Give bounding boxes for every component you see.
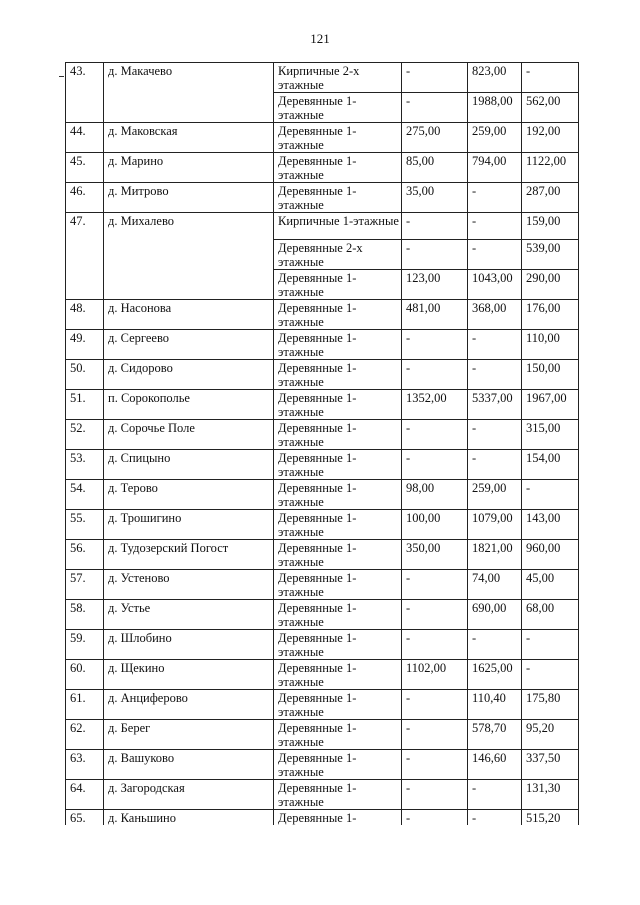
building-type-cell: Деревянные 1-этажные (274, 420, 402, 450)
value-1-cell: 123,00 (402, 270, 468, 300)
table-row (66, 510, 579, 540)
building-type-cell: Деревянные 1-этажные (274, 123, 402, 153)
table-row (66, 780, 579, 810)
building-type-cell: Кирпичные 1-этажные (274, 213, 402, 240)
building-type-cell: Деревянные 1-этажные (274, 720, 402, 750)
value-1-cell: - (402, 240, 468, 270)
settlement-name-cell: д. Терово (104, 480, 274, 510)
row-number-cell: 56. (66, 540, 104, 570)
value-1-cell: - (402, 360, 468, 390)
table-row (66, 153, 579, 183)
value-2-cell: 1625,00 (468, 660, 522, 690)
building-type-cell: Деревянные 1-этажные (274, 183, 402, 213)
value-2-cell: 110,40 (468, 690, 522, 720)
value-2-cell: - (468, 780, 522, 810)
value-3-cell: 110,00 (522, 330, 579, 360)
row-number-cell: 63. (66, 750, 104, 780)
value-1-cell: - (402, 630, 468, 660)
settlement-name-cell: д. Анциферово (104, 690, 274, 720)
settlement-name-cell: д. Михалево (104, 213, 274, 300)
table-row (66, 540, 579, 570)
value-3-cell: 131,30 (522, 780, 579, 810)
settlement-name-cell: д. Вашуково (104, 750, 274, 780)
value-1-cell: - (402, 690, 468, 720)
building-type-cell: Деревянные 1-этажные (274, 450, 402, 480)
value-2-cell: 1079,00 (468, 510, 522, 540)
value-3-cell: 68,00 (522, 600, 579, 630)
value-2-cell: 578,70 (468, 720, 522, 750)
building-type-cell: Деревянные 1-этажные (274, 360, 402, 390)
value-1-cell: - (402, 720, 468, 750)
value-3-cell: - (522, 63, 579, 93)
value-3-cell: - (522, 480, 579, 510)
row-number-cell: 43. (66, 63, 104, 123)
building-type-cell: Деревянные 1-этажные (274, 390, 402, 420)
building-type-cell: Деревянные 2-х этажные (274, 240, 402, 270)
building-type-cell: Деревянные 1-этажные (274, 93, 402, 123)
value-2-cell: - (468, 213, 522, 240)
value-1-cell: 100,00 (402, 510, 468, 540)
table-row (66, 720, 579, 750)
value-3-cell: 337,50 (522, 750, 579, 780)
row-number-cell: 50. (66, 360, 104, 390)
settlement-name-cell: д. Насонова (104, 300, 274, 330)
value-3-cell: 159,00 (522, 213, 579, 240)
settlement-name-cell: д. Берег (104, 720, 274, 750)
settlement-name-cell: д. Шлобино (104, 630, 274, 660)
row-number-cell: 54. (66, 480, 104, 510)
value-3-cell: 562,00 (522, 93, 579, 123)
value-1-cell: 98,00 (402, 480, 468, 510)
table-row (66, 183, 579, 213)
row-number-cell: 65. (66, 810, 104, 826)
value-2-cell: - (468, 810, 522, 826)
value-1-cell: - (402, 600, 468, 630)
value-3-cell: 960,00 (522, 540, 579, 570)
settlement-name-cell: д. Маковская (104, 123, 274, 153)
building-type-cell: Деревянные 1-этажные (274, 270, 402, 300)
value-2-cell: 259,00 (468, 123, 522, 153)
row-number-cell: 64. (66, 780, 104, 810)
table-row (66, 63, 579, 93)
value-1-cell: 35,00 (402, 183, 468, 213)
settlement-name-cell: д. Загородская (104, 780, 274, 810)
value-3-cell: 143,00 (522, 510, 579, 540)
value-1-cell: - (402, 213, 468, 240)
row-number-cell: 49. (66, 330, 104, 360)
settlement-name-cell: д. Сорочье Поле (104, 420, 274, 450)
value-3-cell: 176,00 (522, 300, 579, 330)
value-1-cell: - (402, 93, 468, 123)
building-type-cell: Деревянные 1-этажные (274, 540, 402, 570)
row-number-cell: 59. (66, 630, 104, 660)
value-2-cell: - (468, 183, 522, 213)
table-row (66, 810, 579, 826)
value-1-cell: - (402, 780, 468, 810)
row-number-cell: 44. (66, 123, 104, 153)
value-2-cell: 823,00 (468, 63, 522, 93)
value-3-cell: 150,00 (522, 360, 579, 390)
building-type-cell: Деревянные 1-этажные (274, 330, 402, 360)
value-2-cell: 146,60 (468, 750, 522, 780)
table-row (66, 600, 579, 630)
value-2-cell: 794,00 (468, 153, 522, 183)
row-number-cell: 47. (66, 213, 104, 300)
value-2-cell: 5337,00 (468, 390, 522, 420)
row-number-cell: 57. (66, 570, 104, 600)
table-row (66, 213, 579, 240)
row-number-cell: 55. (66, 510, 104, 540)
value-2-cell: - (468, 330, 522, 360)
table-row (66, 420, 579, 450)
value-2-cell: 74,00 (468, 570, 522, 600)
value-1-cell: - (402, 750, 468, 780)
settlement-name-cell: д. Макачево (104, 63, 274, 123)
building-type-cell: Деревянные 1-этажные (274, 300, 402, 330)
settlement-name-cell: д. Марино (104, 153, 274, 183)
table-row (66, 660, 579, 690)
row-number-cell: 60. (66, 660, 104, 690)
value-1-cell: - (402, 570, 468, 600)
value-3-cell: 539,00 (522, 240, 579, 270)
settlement-name-cell: д. Устеново (104, 570, 274, 600)
row-number-cell: 48. (66, 300, 104, 330)
value-1-cell: 1102,00 (402, 660, 468, 690)
row-number-cell: 61. (66, 690, 104, 720)
value-1-cell: 481,00 (402, 300, 468, 330)
table-row (66, 690, 579, 720)
table-row (66, 123, 579, 153)
settlement-name-cell: д. Каньшино (104, 810, 274, 826)
row-number-cell: 45. (66, 153, 104, 183)
table-body (66, 63, 579, 826)
row-number-cell: 62. (66, 720, 104, 750)
building-type-cell: Деревянные 1-этажные (274, 510, 402, 540)
value-2-cell: - (468, 360, 522, 390)
building-type-cell: Деревянные 1-этажные (274, 780, 402, 810)
table-row (66, 480, 579, 510)
value-2-cell: - (468, 450, 522, 480)
value-3-cell: 515,20 (522, 810, 579, 826)
building-type-cell: Деревянные 1-этажные (274, 750, 402, 780)
row-number-cell: 52. (66, 420, 104, 450)
value-3-cell: 192,00 (522, 123, 579, 153)
row-number-cell: 46. (66, 183, 104, 213)
value-3-cell: 287,00 (522, 183, 579, 213)
table-row (66, 570, 579, 600)
settlement-name-cell: д. Устье (104, 600, 274, 630)
table-row (66, 330, 579, 360)
value-3-cell: 1122,00 (522, 153, 579, 183)
value-1-cell: - (402, 450, 468, 480)
value-3-cell: 315,00 (522, 420, 579, 450)
value-1-cell: - (402, 420, 468, 450)
value-3-cell: 95,20 (522, 720, 579, 750)
settlement-name-cell: д. Тудозерский Погост (104, 540, 274, 570)
value-1-cell: 350,00 (402, 540, 468, 570)
settlement-name-cell: д. Трошигино (104, 510, 274, 540)
table-row (66, 300, 579, 330)
settlement-name-cell: д. Сергеево (104, 330, 274, 360)
table-row (66, 450, 579, 480)
value-1-cell: 1352,00 (402, 390, 468, 420)
margin-mark (59, 76, 64, 77)
value-1-cell: 85,00 (402, 153, 468, 183)
value-3-cell: 45,00 (522, 570, 579, 600)
value-2-cell: 368,00 (468, 300, 522, 330)
value-2-cell: 1988,00 (468, 93, 522, 123)
row-number-cell: 58. (66, 600, 104, 630)
value-3-cell: 290,00 (522, 270, 579, 300)
value-2-cell: 1821,00 (468, 540, 522, 570)
value-3-cell: - (522, 630, 579, 660)
building-type-cell: Деревянные 1-этажные (274, 153, 402, 183)
table-row (66, 750, 579, 780)
building-type-cell: Деревянные 1-этажные (274, 600, 402, 630)
value-3-cell: 175,80 (522, 690, 579, 720)
value-2-cell: - (468, 420, 522, 450)
value-1-cell: - (402, 63, 468, 93)
value-3-cell: - (522, 660, 579, 690)
table-row (66, 630, 579, 660)
value-1-cell: - (402, 330, 468, 360)
settlement-name-cell: д. Сидорово (104, 360, 274, 390)
value-1-cell: - (402, 810, 468, 826)
table-row (66, 360, 579, 390)
value-2-cell: - (468, 630, 522, 660)
value-2-cell: - (468, 240, 522, 270)
building-type-cell: Деревянные 1-этажные (274, 690, 402, 720)
settlement-table (65, 62, 579, 825)
value-3-cell: 1967,00 (522, 390, 579, 420)
value-1-cell: 275,00 (402, 123, 468, 153)
table-row (66, 390, 579, 420)
page-number: 121 (310, 31, 330, 46)
settlement-name-cell: п. Сорокополье (104, 390, 274, 420)
settlement-name-cell: д. Спицыно (104, 450, 274, 480)
settlement-name-cell: д. Митрово (104, 183, 274, 213)
building-type-cell: Деревянные 1-этажные (274, 570, 402, 600)
building-type-cell: Деревянные 1- (274, 810, 402, 826)
building-type-cell: Деревянные 1-этажные (274, 630, 402, 660)
value-2-cell: 259,00 (468, 480, 522, 510)
value-2-cell: 1043,00 (468, 270, 522, 300)
row-number-cell: 51. (66, 390, 104, 420)
building-type-cell: Деревянные 1-этажные (274, 660, 402, 690)
building-type-cell: Деревянные 1-этажные (274, 480, 402, 510)
value-2-cell: 690,00 (468, 600, 522, 630)
building-type-cell: Кирпичные 2-х этажные (274, 63, 402, 93)
settlement-name-cell: д. Щекино (104, 660, 274, 690)
row-number-cell: 53. (66, 450, 104, 480)
value-3-cell: 154,00 (522, 450, 579, 480)
